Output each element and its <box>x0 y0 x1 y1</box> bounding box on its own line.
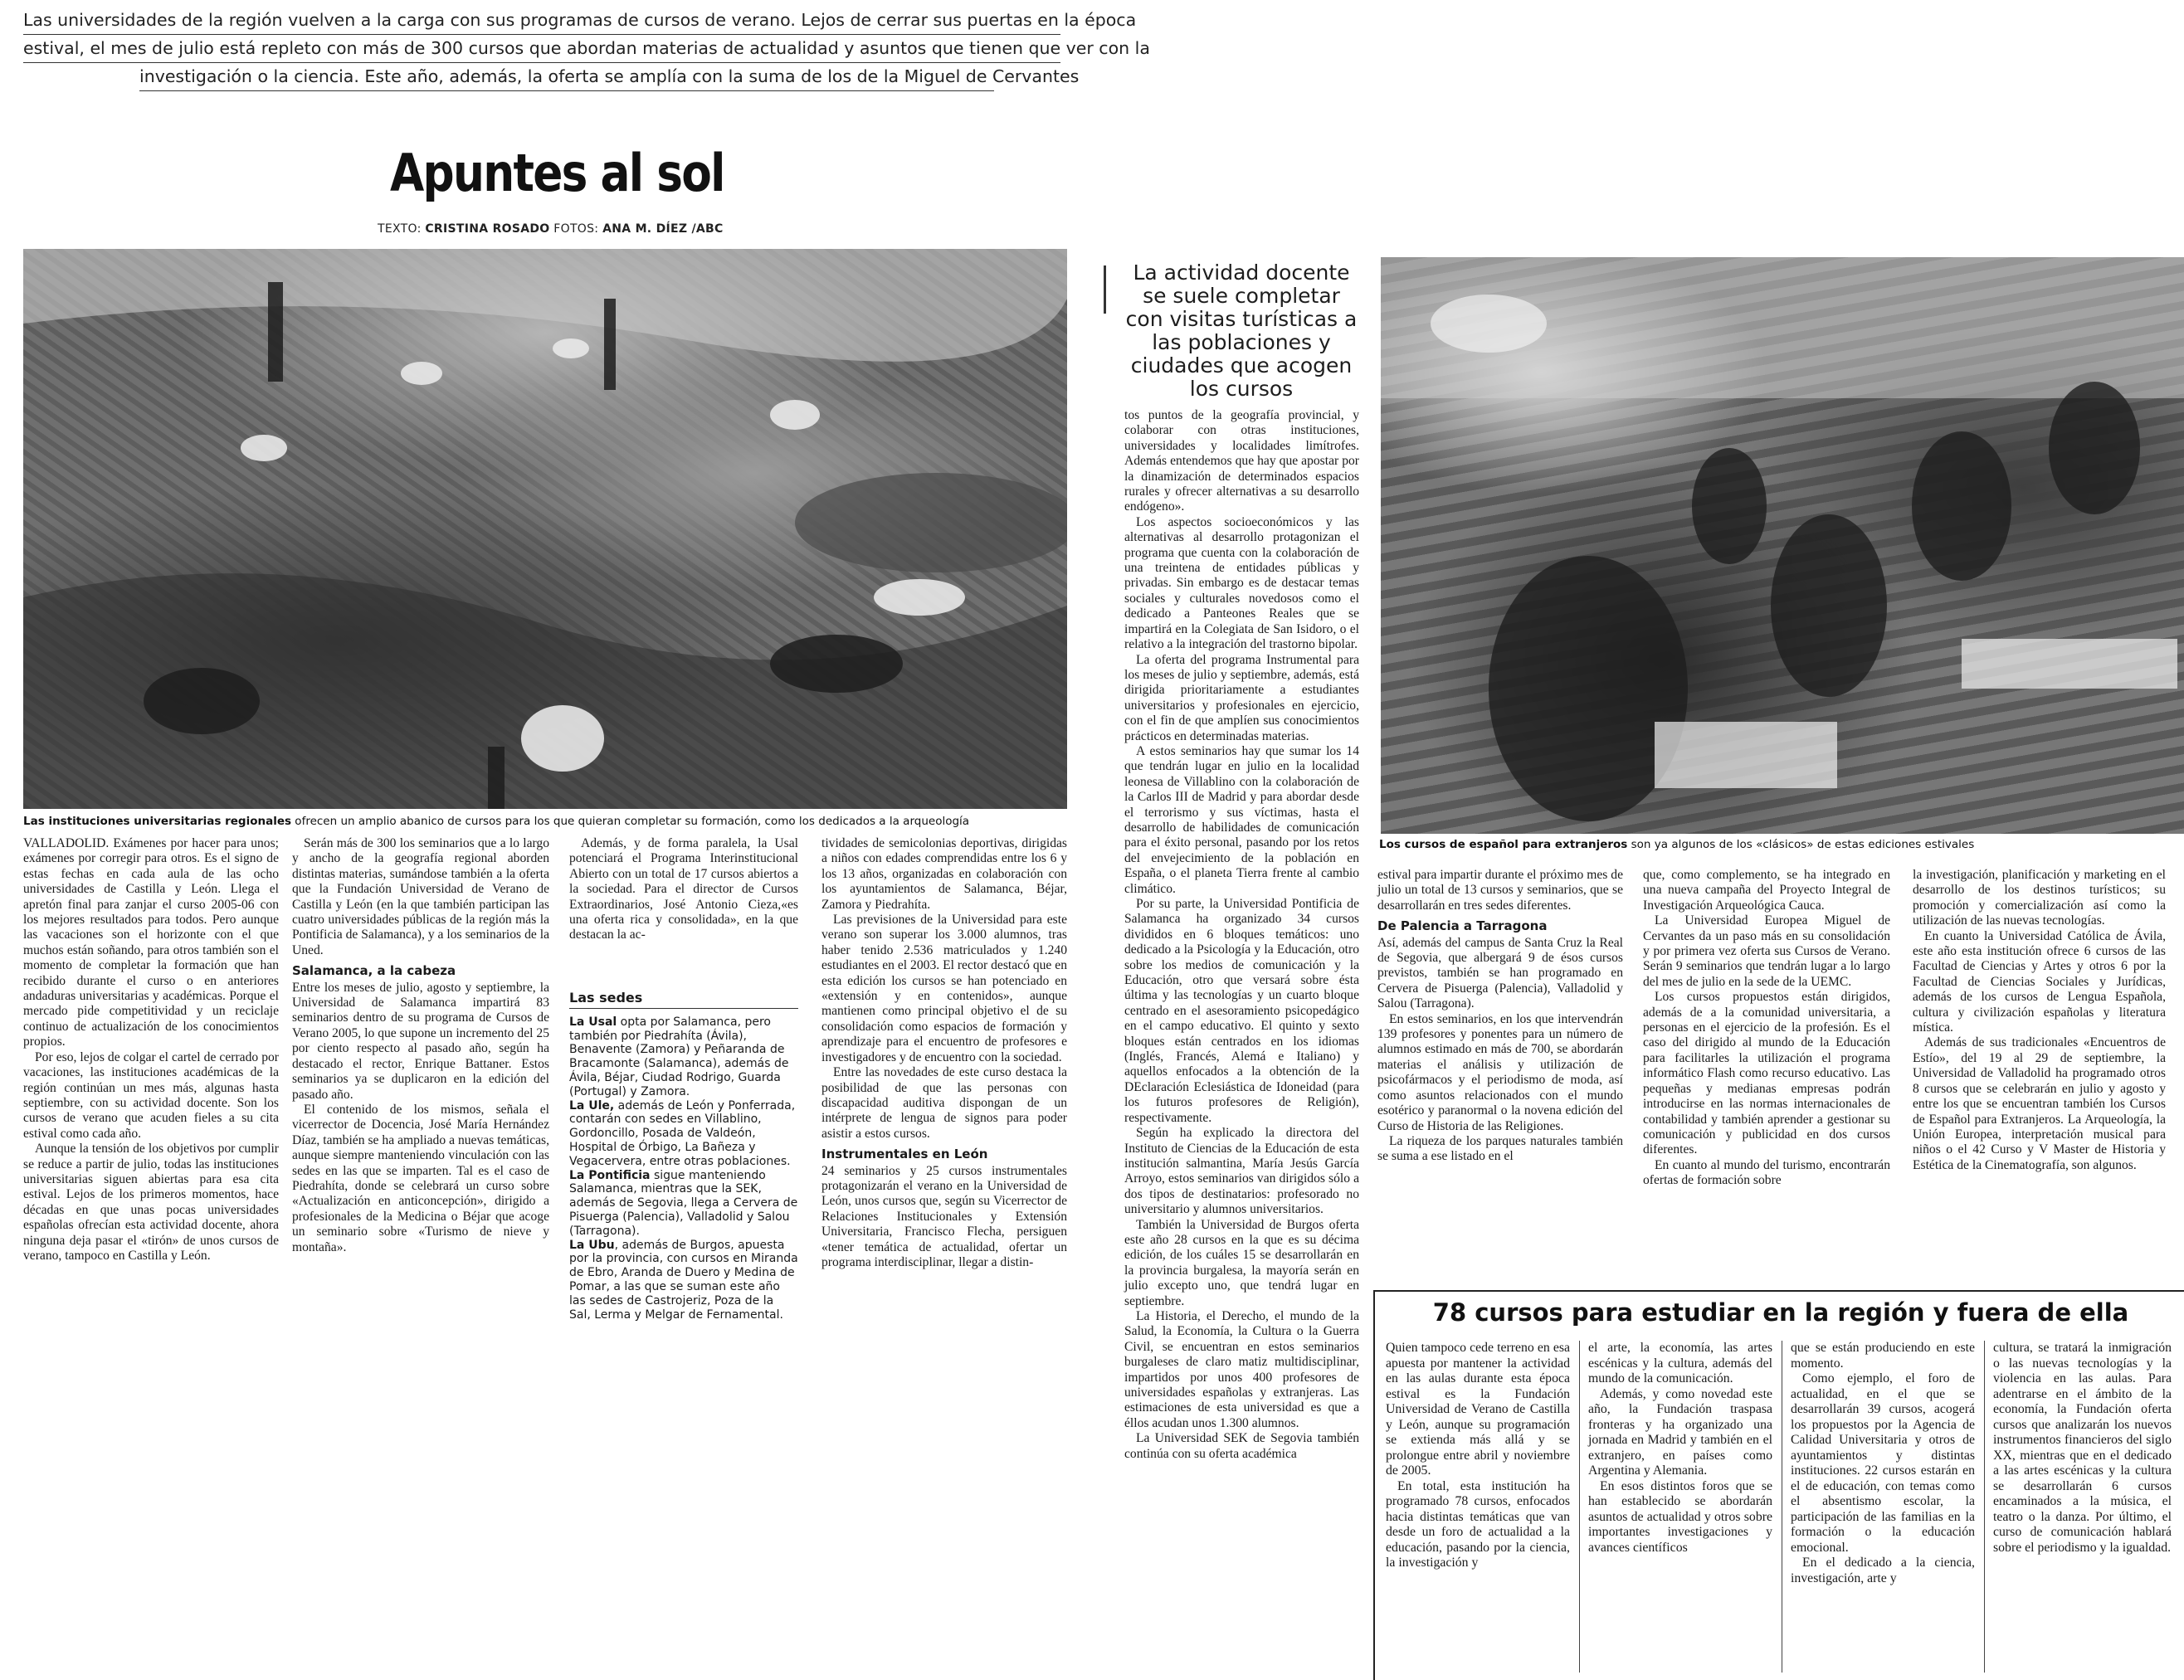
paragraph: Serán más de 300 los seminarios que a lo largo y ancho de la geografía regional aborden distintas materias, sumándose también a la oferta que la Fundación Universidad de Verano de Castilla y León (en la que también participan las cuatro universidades públicas de la región más la Pontificia de Salamanca), y a los seminarios de la Uned. <box>292 836 549 957</box>
box-column-1 <box>1386 1341 1570 1571</box>
paragraph: En cuanto la Universidad Católica de Ávila, este año esta institución ofrece 6 cursos de las Facultad de Ciencias y Artes y otros 6 por la Facultad de Ciencias Sociales y Jurídicas, además de los cursos de Lengua Española, cultura y civilización españolas y literatura mística. <box>1913 928 2166 1035</box>
paragraph: La Universidad Europea Miguel de Cervantes da un paso más en su consolidación y por primera vez oferta sus Cursos de Verano. Serán 9 seminarios que tendrán lugar a lo largo del mes de julio en la sede de la UEMC. <box>1643 913 1890 989</box>
paragraph: Como ejemplo, el foro de actualidad, en el que se desarrollarán 39 cursos, acogerá los propuestos por la Agencia de Calidad Universitaria y otros de ayuntamientos y distintas instituciones. 22 cursos estarán en el de educación, con temas como el absentismo escolar, la participación de las familias en la formación o la educación emocional. <box>1791 1371 1975 1555</box>
subheading: De Palencia a Tarragona <box>1377 918 1548 934</box>
caption-bold: Las instituciones universitarias regionales <box>23 815 292 828</box>
credits-photo-label: FOTOS: <box>553 222 599 236</box>
pullquote-rule <box>1104 265 1106 314</box>
sedes-item-name: La Usal <box>569 1015 617 1029</box>
lead-line: estival, el mes de julio está repleto con más de 300 cursos que abordan materias de actualidad y asuntos que tienen que ver con la <box>23 35 1060 63</box>
paragraph: Según ha explicado la directora del Instituto de Ciencias de la Educación de esta institución salmantina, María Jesús García Arroyo, estos seminarios van dirigidos sólo a dos tipos de destinatarios: profesorado no universitario y alumnos universitarios. <box>1124 1126 1359 1217</box>
paragraph: VALLADOLID. Exámenes por hacer para unos; exámenes por corregir para otros. Es el signo de estas fechas en cada aula de las ocho universidades de Castilla y León. Llega el apretón final para zanjar el curso 2005-06 con los mejores resultados para todos. Pero aunque las vacaciones son el horizonte con el que muchos están soñando, para otros también son el momento de completar la formación que han recibido durante el curso o en anteriores andaduras universitarias y académicas. Porque el mercado pide competitividad y un reciclaje continuo de actualización de los conocimientos propios. <box>23 836 279 1049</box>
paragraph: el arte, la economía, las artes escénicas y la cultura, además del mundo de la comunicación. <box>1588 1341 1772 1385</box>
box-title: 78 cursos para estudiar en la región y fuera de ella <box>1432 1298 2129 1327</box>
sedes-item-name: La Ubu <box>569 1238 615 1252</box>
paragraph: Entre las novedades de este curso destaca la posibilidad de que las personas con discapacidad auditiva dispongan de un intérprete de lengua de signos para poder asistir a estos cursos. <box>821 1065 1067 1141</box>
paragraph: También la Universidad de Burgos oferta este año 28 cursos en la que es su décima edición, de los cuáles 15 se desarrollarán en la provincia burgalesa, la mayoría serán en julio excepto uno, que tendrá lugar en septiembre. <box>1124 1217 1359 1308</box>
sedes-sidebar <box>569 991 798 1322</box>
credits <box>378 222 724 236</box>
paragraph: En el dedicado a la ciencia, investigación, arte y <box>1791 1556 1975 1585</box>
column-1 <box>23 836 279 1264</box>
classroom-photo-illustration <box>1381 257 2184 834</box>
sedes-item <box>569 1099 798 1169</box>
sedes-item-text: opta por Salamanca, pero también por Piedrahíta (Ávila), Benavente (Zamora) y Peñaranda de Bracamonte (Salamanca), además de Ávila, Béjar, Ciudad Rodrigo, Guarda (Portugal) y Zamora. <box>569 1015 789 1098</box>
paragraph: La Universidad SEK de Segovia también continúa con su oferta académica <box>1124 1431 1359 1461</box>
credits-photo-author: ANA M. DÍEZ /ABC <box>602 222 724 236</box>
box-top-rule <box>1373 1290 2184 1292</box>
paragraph: La Historia, el Derecho, el mundo de la Salud, la Economía, la Cultura o la Guerra Civil, se encuentran en estos seminarios burgaleses de claro matiz multidisciplinar, impartidos por unos 400 profesores de universidades españolas y extranjeras. Las estimaciones de esta universidad es que a éllos acudan unos 1.300 alumnos. <box>1124 1308 1359 1430</box>
paragraph: El contenido de los mismos, señala el vicerrector de Docencia, José María Hernández Díaz, también se ha ampliado a nuevas temáticas, aunque siempre manteniendo vinculación con las sedes en las que se imparten. Tal es el caso de Piedrahíta, donde se celebrará un curso sobre «Actualización en anticoncepción», dirigido a profesionales de la Medicina o Béjar que acoge un seminario sobre «Turismo de nieve y montaña». <box>292 1102 549 1254</box>
box-column-2 <box>1588 1341 1772 1556</box>
paragraph: Además, y como novedad este año, la Fundación traspasa fronteras y ha organizado una jornada en Madrid y también en el extranjero, en países como Argentina y Alemania. <box>1588 1386 1772 1478</box>
column-divider <box>1984 1341 1985 1673</box>
credits-text-label: TEXTO: <box>378 222 422 236</box>
column-7 <box>1643 868 1890 1189</box>
column-8 <box>1913 868 2166 1173</box>
archaeology-photo-illustration <box>23 249 1067 809</box>
sedes-item-name: La Pontificia <box>569 1168 651 1182</box>
pullquote: La actividad docente se suele completar con visitas turísticas a las poblaciones y ciudades que acogen los cursos <box>1125 261 1358 401</box>
subheading: Salamanca, a la cabeza <box>292 963 456 979</box>
column-5 <box>1124 408 1359 1462</box>
sedes-item-text: además de León y Ponferrada, contarán con sedes en Villablino, Gordoncillo, Posada de Valdeón, Hospital de Órbigo, La Bañeza y Vegacervera, entre otras poblaciones. <box>569 1098 796 1168</box>
column-4 <box>821 836 1067 1270</box>
classroom-photo <box>1381 257 2184 834</box>
paragraph: la investigación, planificación y marketing en el desarrollo de los destinos turísticos; su promoción y comercialización así como la utilización de las nuevas tecnologías. <box>1913 868 2166 928</box>
paragraph: tividades de semicolonias deportivas, dirigidas a niños con edades comprendidas entre los 6 y los 13 años, organizadas en colaboración con los ayuntamientos de Salamanca, Béjar, Zamora y Piedrahíta. <box>821 836 1067 912</box>
column-divider <box>1579 1341 1580 1673</box>
column-2 <box>292 836 549 1255</box>
paragraph: que, como complemento, se ha integrado en una nueva campaña del Proyecto Integral de Investigación Arqueológica Cauca. <box>1643 868 1890 913</box>
paragraph: Además, y de forma paralela, la Usal potenciará el Programa Interinstitucional Abierto con un total de 17 cursos abiertos a la sociedad. Para el director de Cursos Extraordinarios, José Antonio Cieza,«es una oferta rica y consolidada», en la que destacan la ac- <box>569 836 798 942</box>
box-column-3 <box>1791 1341 1975 1586</box>
paragraph: Las previsiones de la Universidad para este verano son superar los 3.000 alumnos, tras haber tenido 2.536 matriculados y 1.240 estudiantes en el 2003. El rector destacó que en esta edición los cursos se han potenciado en «extensión y en contenidos», aunque mantienen como principal objetivo el de su consolidación como espacios de formación y aprendizaje para el encuentro de profesores e investigadores y de encuentro con la sociedad. <box>821 913 1067 1064</box>
lead-paragraph <box>23 7 1150 91</box>
paragraph: Así, además del campus de Santa Cruz la Real de Segovia, que albergará 9 de ésos cursos previstos, también se han programado en Cervera de Pisuerga (Palencia), Valladolid y Salou (Tarragona). <box>1377 935 1623 1011</box>
sedes-item-text: sigue manteniendo Salamanca, mientras que la SEK, además de Segovia, llega a Cervera de Pisuerga (Palencia), Valladolid y Salou (Tarragona). <box>569 1168 798 1238</box>
paragraph: 24 seminarios y 25 cursos instrumentales protagonizarán el verano en la Universidad de León, unos cursos que, según su Vicerrector de Relaciones Institucionales y Extensión Universitaria, Francisco Flecha, persiguen «tener temática de actualidad, ofertar un programa interdisciplinar, llegar a distin- <box>821 1163 1067 1269</box>
column-3 <box>569 836 798 943</box>
box-column-4 <box>1993 1341 2172 1556</box>
paragraph: tos puntos de la geografía provincial, y colaborar con otras instituciones, universidades y localidades limítrofes. Además entendemos que hay que apostar por la dinamización de determinados espacios rurales y ofrecer alternativas a su desarrollo endógeno». <box>1124 408 1359 514</box>
lead-line: investigación o la ciencia. Este año, además, la oferta se amplía con la suma de los de la Miguel de Cervantes <box>139 63 994 91</box>
paragraph: Entre los meses de julio, agosto y septiembre, la Universidad de Salamanca impartirá 83 seminarios dentro de su programa de Cursos de Verano 2005, lo que supone un incremento del 25 por ciento respecto al pasado año, según ha destacado el rector, Enrique Battaner. Estos seminarios ya se duplicaron en la edición del pasado año. <box>292 980 549 1102</box>
sedes-item <box>569 1015 798 1099</box>
paragraph: En cuanto al mundo del turismo, encontrarán ofertas de formación sobre <box>1643 1157 1890 1188</box>
paragraph: cultura, se tratará la inmigración o las nuevas tecnologías y la violencia en las aulas. Para adentrarse en el ámbito de la economía, la Fundación oferta cursos que analizarán los nuevos instrumentos financieros del siglo XX, mientras que en el dedicado a las artes escénicas y la cultura se desarrollarán 6 cursos encaminados a la música, el teatro o la danza. Por último, el curso de comunicación hablará sobre el periodismo y la igualdad. <box>1993 1341 2172 1555</box>
paragraph: La oferta del programa Instrumental para los meses de julio y septiembre, además, está dirigida prioritariamente a estudiantes universitarios y profesionales en ejercicio, con el fin de que amplíen sus conocimientos prácticos en determinadas materias. <box>1124 652 1359 743</box>
paragraph: En estos seminarios, en los que intervendrán 139 profesores y ponentes para un número de alumnos estimado en más de 700, se abordarán materias el análisis y utilización de psicofármacos y el periodismo de moda, así como asuntos relacionados con el mundo esotérico y paranormal o la novena edición del Curso de Historia de las Religiones. <box>1377 1011 1623 1133</box>
credits-text-author: CRISTINA ROSADO <box>425 222 550 236</box>
paragraph: En total, esta institución ha programado 78 cursos, enfocados hacia distintas temáticas que van desde un foro de actualidad a la educación, pasando por la ciencia, la investigación y <box>1386 1478 1570 1570</box>
archaeology-photo-caption <box>23 815 1067 829</box>
lead-line: Las universidades de la región vuelven a la carga con sus programas de cursos de verano. Lejos de cerrar sus puertas en la época <box>23 7 1060 35</box>
archaeology-photo <box>23 249 1067 809</box>
box-left-rule <box>1373 1290 1375 1680</box>
sedes-title: Las sedes <box>569 991 798 1009</box>
headline: Apuntes al sol <box>390 143 724 203</box>
caption-bold: Los cursos de español para extranjeros <box>1379 838 1628 851</box>
paragraph: A estos seminarios hay que sumar los 14 que tendrán lugar en julio en la localidad leonesa de Villablino con la colaboración de la Carlos III de Madrid y para abordar desde el terrorismo y sus víctimas, hasta el desarrollo de habilidades de comunicación para el éxito personal, pasando por los retos del envejecimiento de la población en España, o el planeta Tierra frente al cambio climático. <box>1124 743 1359 896</box>
paragraph: Los aspectos socioeconómicos y las alternativas al desarrollo protagonizan el programa que cuenta con la colaboración de una treintena de entidades públicas y privadas. Sin embargo es de destacar temas sociales y culturales novedosos como el dedicado a Panteones Reales que se impartirá en la Colegiata de San Isidoro, o el relativo a la integración del trastorno bipolar. <box>1124 514 1359 652</box>
paragraph: Quien tampoco cede terreno en esa apuesta por mantener la actividad en las aulas durante esta época estival es la Fundación Universidad de Verano de Castilla y León, aunque su programación se extienda más allá y se prolongue entre abril y noviembre de 2005. <box>1386 1341 1570 1478</box>
sedes-item <box>569 1239 798 1322</box>
paragraph: Por eso, lejos de colgar el cartel de cerrado por vacaciones, las instituciones académicas de la región continúan un mes más, algunas hasta septiembre, con su actividad docente. Son los cursos de verano que acuden fieles a su cita estival como cada año. <box>23 1049 279 1141</box>
paragraph: Por su parte, la Universidad Pontificia de Salamanca ha organizado 34 cursos divididos en 6 bloques temáticos: uno dedicado a la Psicología y la Educación, otro sobre los medios de comunicación y la Educación, otro que versará sobre ésta última y las tecnologías y un cuarto bloque centrado en el asesoramiento psicopedágico en el campo educativo. El quinto y sexto bloques están centrados en los idiomas (Inglés, Francés, Alemá e Italiano) y aquellos enfocados a la obtención de la DEclaración Eclesiástica de Idoneidad (para los futuros profesores de Religión), respectivamente. <box>1124 897 1359 1125</box>
caption-text: ofrecen un amplio abanico de cursos para los que quieran completar su formación, como los dedicados a la arqueología <box>291 815 970 828</box>
paragraph: La riqueza de los parques naturales también se suma a ese listado en el <box>1377 1133 1623 1164</box>
sedes-item <box>569 1169 798 1239</box>
paragraph: Aunque la tensión de los objetivos por cumplir se reduce a partir de julio, todas las instituciones universitarias siguen abiertas para esa cita estival. Lejos de los primeros momentos, hace décadas en que unas pocas universidades españolas ofrecían esta actividad docente, ahora ninguna deja pasar el «tirón» de unos cursos de verano, tampoco en Castilla y León. <box>23 1142 279 1263</box>
subheading: Instrumentales en León <box>821 1147 988 1162</box>
caption-text: son ya algunos de los «clásicos» de estas ediciones estivales <box>1627 838 1975 851</box>
sedes-item-name: La Ule, <box>569 1098 615 1113</box>
paragraph: Los cursos propuestos están dirigidos, además de a la comunidad universitaria, a personas en el ejercicio de la profesión. Es el caso del dirigido al mundo de la Educación para facilitarles la utilización el programa informático Flash como recurso educativo. Las pequeñas y medianas empresas podrán introducirse en las normas internacionales de contabilidad y también aprender a gestionar su comunicación y publicidad en dos cursos diferentes. <box>1643 990 1890 1157</box>
sedes-item-text: , además de Burgos, apuesta por la provincia, con cursos en Miranda de Ebro, Aranda de Duero y Medina de Pomar, a las que se suman este año las sedes de Castrojeriz, Poza de la Sal, Lerma y Melgar de Fernamental. <box>569 1238 798 1322</box>
classroom-photo-caption <box>1379 838 2182 852</box>
paragraph: Además de sus tradicionales «Encuentros de Estío», del 19 al 29 de septiembre, la Universidad de Valladolid ha programado otros 8 cursos que se celebrarán en julio y agosto y entre los que se encuentran también los Cursos de Español para Extranjeros. La Arqueología, la Unión Europea, interpretación musical para niños o el 42 Curso y V Master de Historia y Estética de la Cinematografía, son algunos. <box>1913 1035 2166 1172</box>
column-6 <box>1377 868 1623 1165</box>
paragraph: En esos distintos foros que se han establecido se abordarán asuntos de actualidad y otros sobre importantes investigaciones y avances científicos <box>1588 1478 1772 1555</box>
paragraph: estival para impartir durante el próximo mes de julio un total de 13 cursos y seminarios, que se desarrollarán en tres sedes diferentes. <box>1377 868 1623 913</box>
paragraph: que se están produciendo en este momento. <box>1791 1341 1975 1371</box>
